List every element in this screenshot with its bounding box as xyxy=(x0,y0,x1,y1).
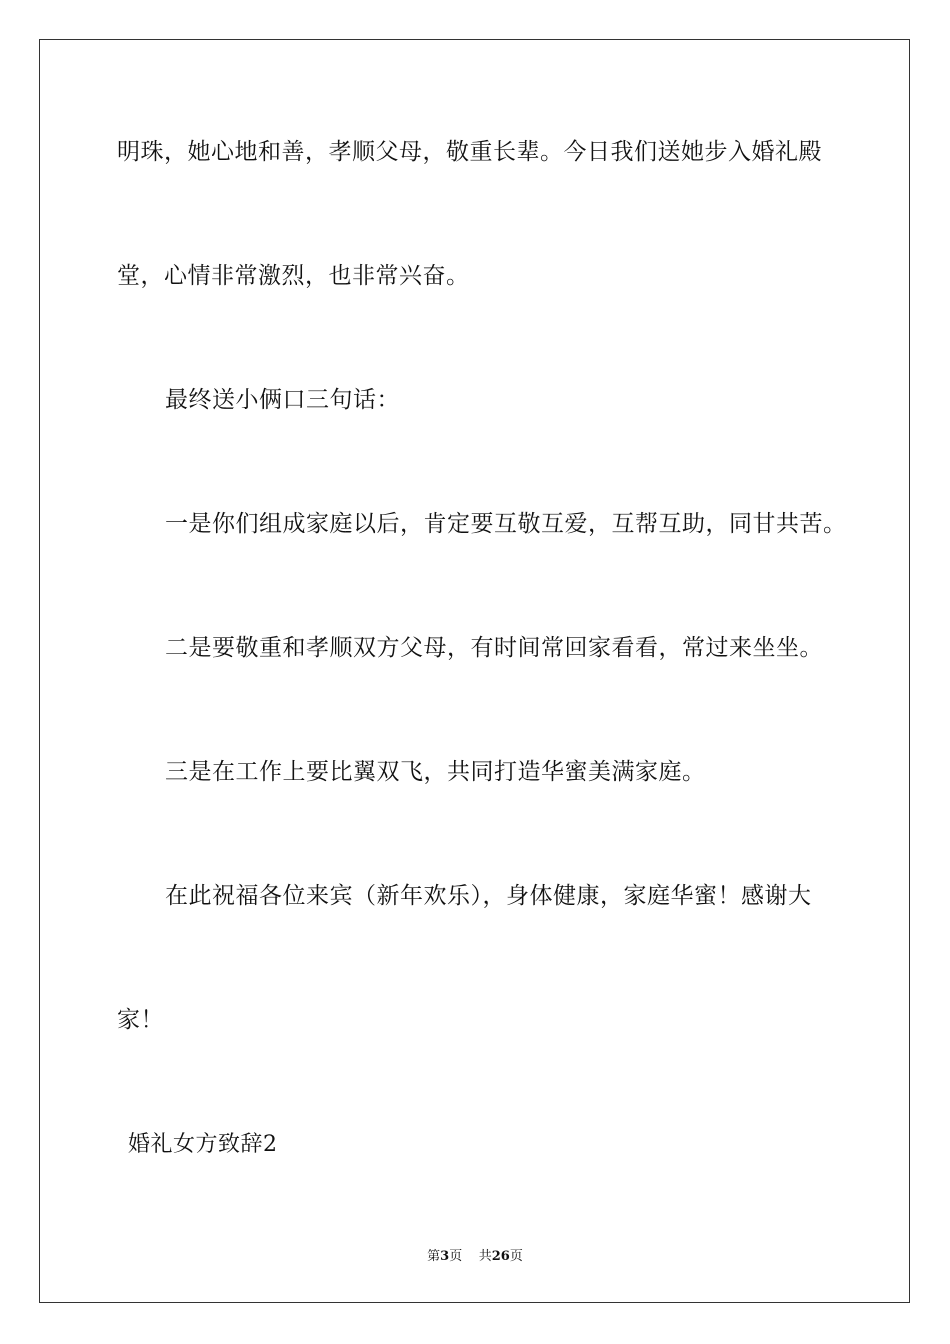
page-suffix: 页 xyxy=(449,1249,463,1264)
paragraph-line-4: 一是你们组成家庭以后，肯定要互敬互爱，互帮互助，同甘共苦。 xyxy=(165,511,847,537)
paragraph-line-8: 家！ xyxy=(117,1007,164,1033)
page-frame xyxy=(39,39,910,1303)
paragraph-line-3: 最终送小俩口三句话： xyxy=(165,387,400,413)
paragraph-line-7: 在此祝福各位来宾（新年欢乐），身体健康，家庭华蜜！感谢大 xyxy=(165,883,812,909)
paragraph-line-1: 明珠，她心地和善，孝顺父母，敬重长辈。今日我们送她步入婚礼殿 xyxy=(117,139,822,165)
total-prefix: 共 xyxy=(478,1249,492,1264)
paragraph-line-6: 三是在工作上要比翼双飞，共同打造华蜜美满家庭。 xyxy=(165,759,706,785)
page-prefix: 第 xyxy=(427,1249,441,1264)
section-heading: 婚礼女方致辞2 xyxy=(128,1132,278,1157)
page-number: 3 xyxy=(440,1249,450,1264)
total-suffix: 页 xyxy=(509,1249,523,1264)
page-footer xyxy=(0,1248,950,1266)
total-pages: 26 xyxy=(491,1249,510,1264)
paragraph-line-2: 堂，心情非常激烈，也非常兴奋。 xyxy=(117,263,470,289)
paragraph-line-5: 二是要敬重和孝顺双方父母，有时间常回家看看，常过来坐坐。 xyxy=(165,635,823,661)
